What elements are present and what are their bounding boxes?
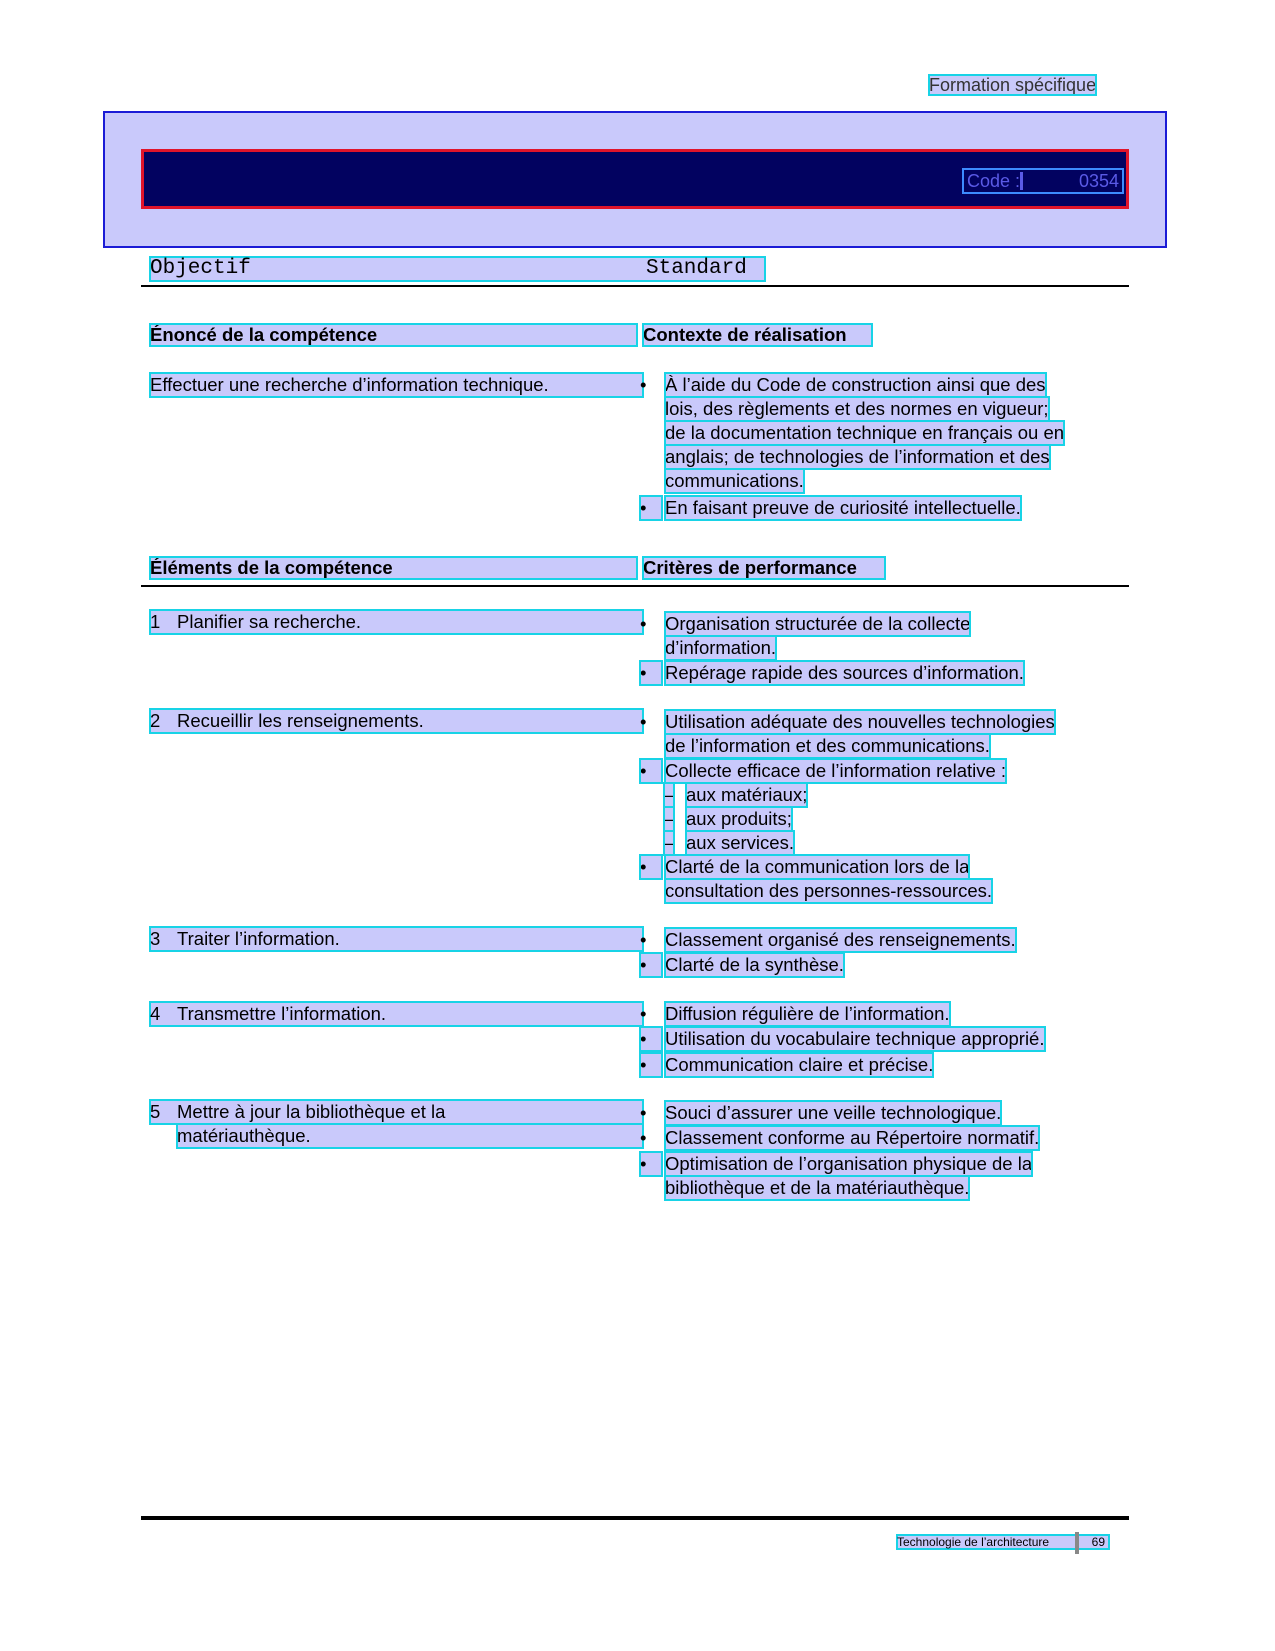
bullet-icon: • [640,1102,647,1123]
code-label: Code : [967,171,1021,191]
contexte-item [640,373,1110,493]
critere-line: Communication claire et précise. [665,1054,934,1075]
bullet-icon: • [640,613,647,634]
bullet-icon: • [640,1003,647,1024]
contexte-line: À l’aide du Code de construction ainsi que des [665,374,1046,395]
sub-item-text: aux services. [686,832,794,853]
critere-line: Clarté de la communication lors de la [665,856,970,877]
bullet-icon: • [640,855,662,879]
bullet-icon: • [640,496,662,520]
critere-item [640,1027,1110,1051]
bullet-icon: • [640,1127,647,1148]
page-number: 69 [1091,1535,1105,1549]
element-text-continued: matériauthèque. [177,1124,643,1148]
objectif-standard-row [150,257,765,281]
footer-separator [1075,1532,1079,1554]
critere-line: d’information. [665,637,777,658]
dash-icon: – [664,784,675,805]
critere-line: Organisation structurée de la collecte [665,613,971,634]
contexte-item [640,496,1110,520]
critere-line: consultation des personnes-ressources. [665,880,993,901]
critere-line: Souci d’assurer une veille technologique. [665,1102,1002,1123]
bullet-icon: • [640,661,662,685]
bullet-icon: • [640,759,662,783]
element-number: 5 [150,1101,161,1122]
bullet-icon: • [640,1053,662,1077]
code-value: 0354 [1078,171,1119,191]
dash-icon: – [664,808,675,829]
enonce-heading: Énoncé de la compétence [150,324,637,346]
critere-item [640,1053,1110,1077]
element-number: 2 [150,710,161,731]
contexte-line: anglais; de technologies de l’information et des [665,446,1050,467]
critere-item [640,661,1110,685]
critere-item [640,953,1110,977]
critere-line: bibliothèque et de la matériauthèque. [665,1177,970,1198]
critere-item [640,855,1110,903]
critere-item [640,928,1110,952]
element-number: 1 [150,611,161,632]
element-text: Transmettre l’information. [177,1003,387,1024]
element-text: Mettre à jour la bibliothèque et la [177,1101,446,1122]
divider [141,585,1129,587]
critere-item [640,612,1110,660]
critere-line: Utilisation du vocabulaire technique approprié. [665,1028,1045,1049]
contexte-line: communications. [665,470,804,491]
critere-line: Repérage rapide des sources d’information. [665,662,1024,683]
element-text: Traiter l’information. [177,928,340,949]
footer-divider [141,1516,1129,1520]
element-number: 3 [150,928,161,949]
elements-heading: Éléments de la compétence [150,557,637,579]
contexte-line: lois, des règlements et des normes en vigueur; [665,398,1049,419]
critere-item [640,710,1110,758]
critere-item [640,759,1110,783]
footer [897,1535,1109,1549]
objectif-label: Objectif [150,257,251,280]
bullet-icon: • [640,953,662,977]
critere-item [640,1126,1110,1150]
competency-code [964,170,1122,192]
critere-line: Collecte efficace de l’information relative : [665,760,1007,781]
bullet-icon: • [640,929,647,950]
bullet-icon: • [640,374,647,395]
dash-icon: – [664,832,675,853]
sub-item-text: aux produits; [686,808,792,829]
element-item [150,709,643,733]
element-item [150,1100,643,1124]
critere-line: Optimisation de l’organisation physique de la [665,1153,1033,1174]
footer-program: Technologie de l’architecture [897,1535,1050,1549]
critere-line: Classement organisé des renseignements. [665,929,1016,950]
contexte-line: de la documentation technique en français ou en [665,422,1065,443]
critere-item [640,1152,1110,1200]
enonce-text: Effectuer une recherche d’information technique. [150,373,643,397]
element-text: Recueillir les renseignements. [177,710,424,731]
bullet-icon: • [640,1027,662,1051]
critere-line: de l’information et des communications. [665,735,990,756]
element-text: Planifier sa recherche. [177,611,362,632]
criteres-heading: Critères de performance [643,557,885,579]
critere-line: Utilisation adéquate des nouvelles technologies [665,711,1055,732]
element-item [150,927,643,951]
code-separator [1020,172,1023,190]
critere-line: Diffusion régulière de l’information. [665,1003,950,1024]
element-item [150,1002,643,1026]
critere-line: Clarté de la synthèse. [665,954,844,975]
standard-label: Standard [646,257,747,280]
formation-label: Formation spécifique [929,75,1097,95]
divider [141,285,1129,287]
critere-line: Classement conforme au Répertoire normatif. [665,1127,1040,1148]
contexte-line: En faisant preuve de curiosité intellectuelle. [665,497,1021,518]
sub-item-text: aux matériaux; [686,784,808,805]
contexte-heading: Contexte de réalisation [643,324,872,346]
element-item [150,610,643,634]
critere-item [640,1101,1110,1125]
bullet-icon: • [640,711,647,732]
element-number: 4 [150,1003,161,1024]
critere-item [640,1002,1110,1026]
bullet-icon: • [640,1152,662,1176]
